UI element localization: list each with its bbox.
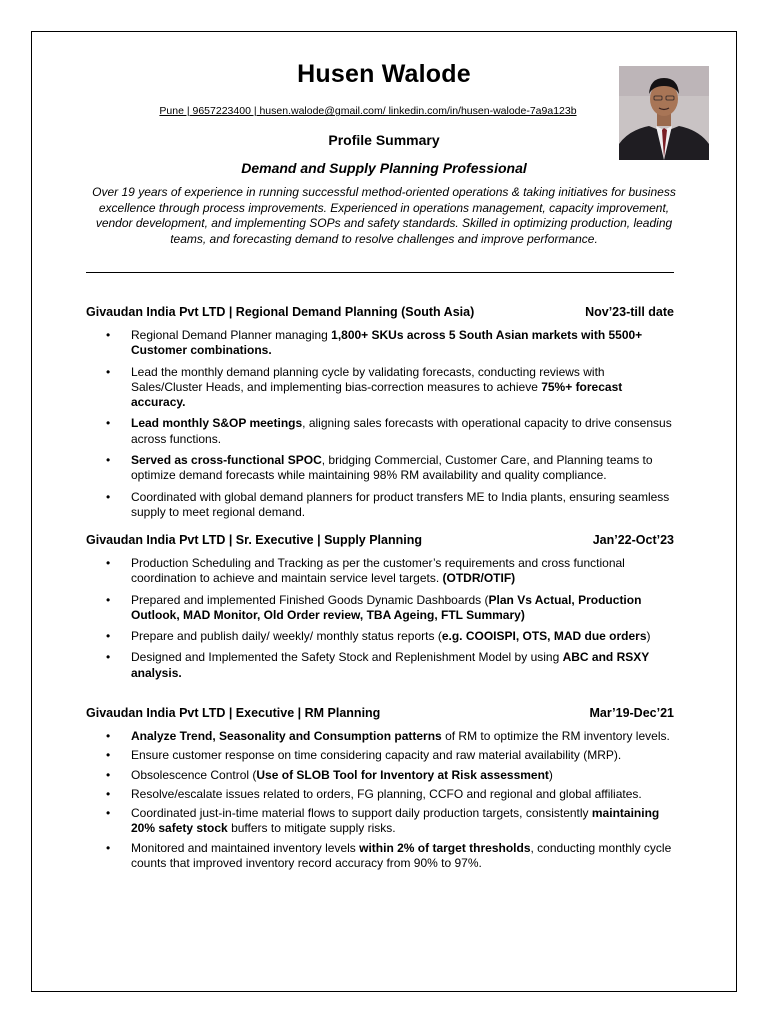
bullet-emphasis: Analyze Trend, Seasonality and Consumption patterns — [131, 729, 442, 743]
job-bullets — [86, 556, 676, 687]
job-header — [86, 533, 674, 547]
job-header — [86, 706, 674, 720]
bullet-emphasis: 1,800+ SKUs across 5 South Asian markets with 5500+ Customer combinations. — [131, 328, 643, 358]
bullet-item: • Lead the monthly demand planning cycle by validating forecasts, conducting reviews with Sales/Cluster Heads, and implementing bias-correction measures to achieve 75%+ forecast accuracy. — [86, 365, 676, 411]
bullet-item: • Ensure customer response on time considering capacity and raw material availability (MRP). — [86, 748, 676, 763]
bullet-emphasis: Use of SLOB Tool for Inventory at Risk assessment — [256, 767, 549, 782]
job-title: Givaudan India Pvt LTD | Regional Demand Planning (South Asia) — [86, 305, 475, 319]
profile-summary-heading: Profile Summary — [328, 132, 440, 148]
bullet-emphasis: Served as cross-functional SPOC — [131, 453, 322, 468]
role-heading: Demand and Supply Planning Professional — [241, 160, 527, 176]
job-title: Givaudan India Pvt LTD | Executive | RM Planning — [86, 706, 381, 720]
bullet-item: • Coordinated just-in-time material flows to support daily production targets, consistently maintaining 20% safety stock buffers to mitigate supply risks. — [86, 806, 676, 837]
job-dates: Jan’22-Oct’23 — [592, 533, 674, 547]
bullet-emphasis: Lead monthly S&OP meetings — [131, 416, 303, 431]
bullet-item: • Lead monthly S&OP meetings, aligning sales forecasts with operational capacity to drive consensus across functions. — [86, 416, 676, 447]
contact-line[interactable]: Pune | 9657223400 | husen.walode@gmail.com/ linkedin.com/in/husen-walode-7a9a123b — [159, 105, 577, 117]
job-dates: Nov’23-till date — [585, 305, 674, 319]
profile-summary-text: Over 19 years of experience in running successful method-oriented operations & taking initiatives for business excellence through process improvements. Experienced in operations management, capacity improvement, vendor development, and implementing SOPs and safety standards. Skilled in optimizing production, leading teams, and forecasting demand to resolve challenges and improve performance. — [92, 185, 676, 246]
bullet-emphasis: 75%+ forecast accuracy. — [131, 379, 623, 410]
job-bullets — [86, 328, 676, 526]
job-dates: Mar’19-Dec’21 — [589, 706, 674, 720]
bullet-item: • Resolve/escalate issues related to orders, FG planning, CCFO and regional and global affiliates. — [86, 787, 676, 802]
bullet-emphasis: maintaining 20% safety stock — [131, 806, 660, 836]
candidate-name: Husen Walode — [297, 60, 471, 88]
bullet-item: • Served as cross-functional SPOC, bridging Commercial, Customer Care, and Planning teams to optimize demand forecasts while maintaining 98% RM availability and quality compliance. — [86, 453, 676, 484]
bullet-item: • Obsolescence Control (Use of SLOB Tool for Inventory at Risk assessment) — [86, 768, 676, 783]
bullet-item: • Designed and Implemented the Safety Stock and Replenishment Model by using ABC and RSXY analysis. — [86, 650, 676, 681]
job-title: Givaudan India Pvt LTD | Sr. Executive | Supply Planning — [86, 533, 422, 547]
bullet-emphasis: within 2% of target thresholds — [359, 840, 531, 855]
section-divider — [86, 272, 674, 273]
bullet-item: • Regional Demand Planner managing 1,800+ SKUs across 5 South Asian markets with 5500+ Customer combinations. — [86, 328, 676, 359]
bullet-item: • Coordinated with global demand planners for product transfers ME to India plants, ensuring seamless supply to meet regional demand. — [86, 490, 676, 521]
bullet-emphasis: (OTDR/OTIF) — [442, 571, 516, 586]
bullet-item: • Production Scheduling and Tracking as per the customer’s requirements and cross functional coordination to achieve and maintain service level targets. (OTDR/OTIF) — [86, 556, 676, 587]
bullet-emphasis: e.g. COOISPI, OTS, MAD due orders — [441, 629, 647, 644]
bullet-item: • Prepare and publish daily/ weekly/ monthly status reports (e.g. COOISPI, OTS, MAD due orders) — [86, 629, 676, 644]
bullet-item: • Prepared and implemented Finished Goods Dynamic Dashboards (Plan Vs Actual, Production Outlook, MAD Monitor, Old Order review, TBA Ageing, FTL Summary) — [86, 593, 676, 624]
bullet-emphasis: Plan Vs Actual, Production Outlook, MAD Monitor, Old Order review, TBA Ageing, FTL Summary) — [131, 592, 642, 622]
job-header — [86, 305, 674, 319]
bullet-emphasis: ABC and RSXY analysis. — [131, 650, 650, 680]
bullet-item: • Monitored and maintained inventory levels within 2% of target thresholds, conducting monthly cycle counts that improved inventory record accuracy from 90% to 97%. — [86, 841, 676, 872]
job-bullets — [86, 729, 676, 875]
bullet-item: • Analyze Trend, Seasonality and Consumption patterns of RM to optimize the RM inventory levels. — [86, 729, 676, 744]
